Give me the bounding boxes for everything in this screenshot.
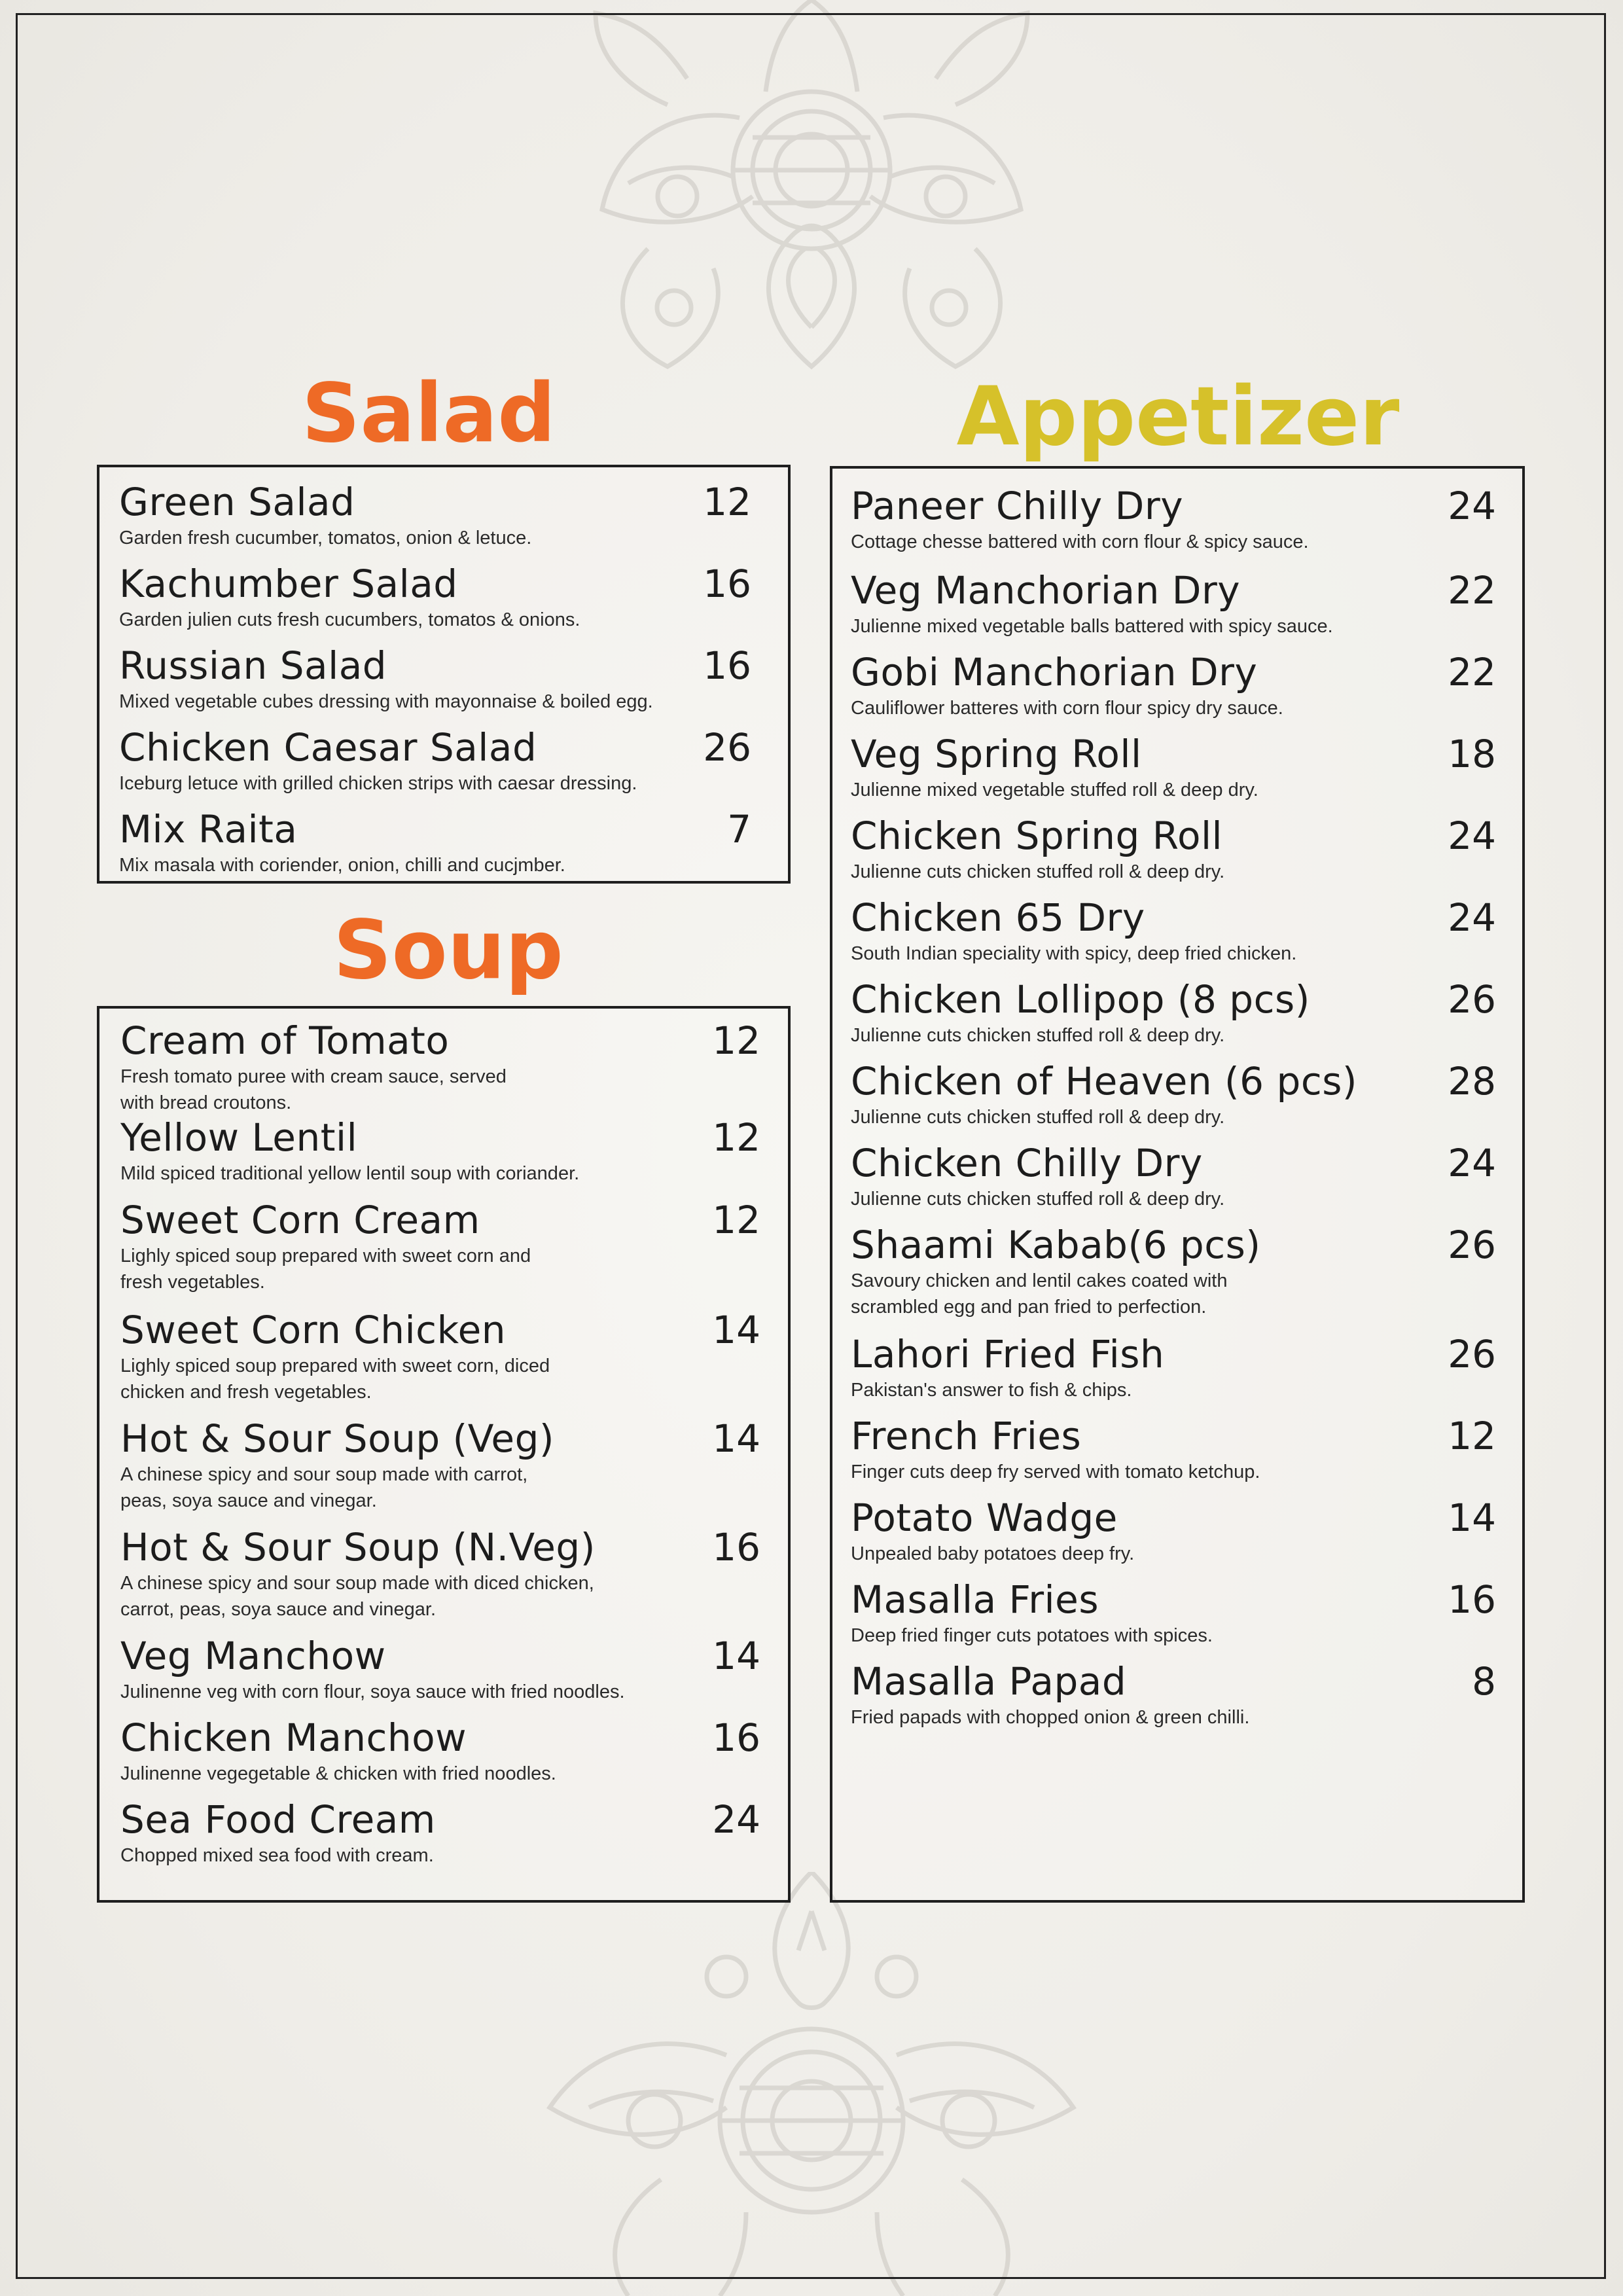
item-description: Chopped mixed sea food with cream.	[120, 1845, 434, 1866]
menu-item	[851, 1222, 1496, 1329]
item-description: Mixed vegetable cubes dressing with mayonnaise & boiled egg.	[119, 691, 653, 712]
menu-item	[851, 1495, 1496, 1574]
item-price: 12	[712, 1198, 760, 1242]
item-name: Veg Manchow	[120, 1634, 386, 1678]
menu-item	[120, 1018, 760, 1115]
item-price: 16	[703, 643, 751, 688]
item-description: A chinese spicy and sour soup made with carrot, peas, soya sauce and vinegar.	[120, 1464, 528, 1511]
item-name: Masalla Papad	[851, 1659, 1127, 1704]
menu-item	[120, 1197, 760, 1307]
item-description: A chinese spicy and sour soup made with diced chicken, carrot, peas, soya sauce and vinegar.	[120, 1573, 594, 1620]
menu-item	[120, 1797, 760, 1875]
item-description: Deep fried finger cuts potatoes with spices.	[851, 1625, 1213, 1646]
item-description: Unpealed baby potatoes deep fry.	[851, 1543, 1135, 1564]
menu-item	[119, 561, 751, 643]
item-price: 24	[1448, 895, 1496, 940]
menu-item	[120, 1633, 760, 1715]
item-description: Iceburg letuce with grilled chicken strips with caesar dressing.	[119, 773, 637, 794]
appetizer-heading: Appetizer	[956, 370, 1400, 464]
item-description: Lighly spiced soup prepared with sweet corn and fresh vegetables.	[120, 1246, 531, 1293]
menu-item	[119, 725, 751, 806]
item-name: Masalla Fries	[851, 1577, 1099, 1622]
item-price: 12	[703, 480, 751, 524]
menu-item	[851, 1058, 1496, 1138]
item-description: Garden fresh cucumber, tomatos, onion & letuce.	[119, 528, 532, 548]
menu-item	[120, 1524, 760, 1633]
item-price: 7	[727, 807, 751, 852]
item-price: 8	[1472, 1659, 1496, 1704]
item-name: Sweet Corn Chicken	[120, 1308, 507, 1352]
item-description: Fried papads with chopped onion & green chilli.	[851, 1707, 1250, 1728]
item-description: Julienne mixed vegetable stuffed roll & deep dry.	[851, 780, 1258, 800]
item-price: 14	[712, 1416, 760, 1461]
item-description: Julienne mixed vegetable balls battered with spicy sauce.	[851, 616, 1333, 637]
item-description: Julienne cuts chicken stuffed roll & deep dry.	[851, 1025, 1225, 1046]
menu-item	[851, 567, 1496, 647]
item-description: Finger cuts deep fry served with tomato ketchup.	[851, 1462, 1260, 1482]
item-name: Chicken of Heaven (6 pcs)	[851, 1059, 1358, 1103]
item-name: Yellow Lentil	[120, 1115, 358, 1160]
menu-item	[851, 1659, 1496, 1738]
item-description: Lighly spiced soup prepared with sweet corn, diced chicken and fresh vegetables.	[120, 1355, 550, 1403]
item-name: Cream of Tomato	[120, 1018, 450, 1063]
menu-item	[119, 806, 751, 888]
menu-item	[120, 1115, 760, 1197]
item-price: 16	[712, 1525, 760, 1570]
item-price: 16	[712, 1715, 760, 1760]
item-description: Julinenne veg with corn flour, soya sauce with fried noodles.	[120, 1681, 625, 1702]
item-price: 24	[1448, 1141, 1496, 1185]
item-name: Lahori Fried Fish	[851, 1332, 1165, 1376]
item-price: 12	[712, 1018, 760, 1063]
item-price: 16	[1448, 1577, 1496, 1622]
item-price: 26	[1448, 1223, 1496, 1267]
menu-item	[120, 1715, 760, 1797]
item-description: Fresh tomato puree with cream sauce, served with bread croutons.	[120, 1066, 507, 1113]
menu-item	[851, 895, 1496, 974]
item-price: 22	[1448, 650, 1496, 694]
item-name: Hot & Sour Soup (Veg)	[120, 1416, 555, 1461]
item-name: Sweet Corn Cream	[120, 1198, 480, 1242]
menu-item	[851, 813, 1496, 892]
menu-item	[851, 649, 1496, 728]
item-description: Pakistan's answer to fish & chips.	[851, 1380, 1132, 1401]
menu-item	[851, 977, 1496, 1056]
menu-item	[120, 1416, 760, 1524]
soup-heading: Soup	[333, 903, 563, 997]
item-description: Julienne cuts chicken stuffed roll & deep dry.	[851, 861, 1225, 882]
item-name: Gobi Manchorian Dry	[851, 650, 1258, 694]
menu-item	[119, 479, 751, 561]
item-description: Cottage chesse battered with corn flour & spicy sauce.	[851, 531, 1309, 552]
item-description: South Indian speciality with spicy, deep fried chicken.	[851, 943, 1297, 964]
item-description: Julienne cuts chicken stuffed roll & deep dry.	[851, 1189, 1225, 1210]
item-name: Mix Raita	[119, 807, 298, 852]
item-name: Sea Food Cream	[120, 1797, 436, 1842]
menu-item	[851, 1577, 1496, 1656]
item-description: Garden julien cuts fresh cucumbers, tomatos & onions.	[119, 609, 580, 630]
menu-item	[120, 1307, 760, 1416]
item-price: 18	[1448, 732, 1496, 776]
item-price: 24	[1448, 814, 1496, 858]
salad-heading: Salad	[302, 367, 556, 461]
item-price: 26	[1448, 977, 1496, 1022]
item-description: Mix masala with coriender, onion, chilli and cucjmber.	[119, 855, 565, 876]
menu-item	[851, 1413, 1496, 1492]
item-price: 28	[1448, 1059, 1496, 1103]
item-name: Chicken 65 Dry	[851, 895, 1145, 940]
item-price: 14	[1448, 1496, 1496, 1540]
item-description: Julinenne vegegetable & chicken with fried noodles.	[120, 1763, 556, 1784]
item-name: Chicken Chilly Dry	[851, 1141, 1203, 1185]
item-price: 26	[1448, 1332, 1496, 1376]
item-name: Chicken Manchow	[120, 1715, 467, 1760]
salad-menu-box	[97, 465, 791, 884]
item-name: Green Salad	[119, 480, 355, 524]
item-name: French Fries	[851, 1414, 1082, 1458]
item-name: Chicken Lollipop (8 pcs)	[851, 977, 1310, 1022]
item-name: Veg Manchorian Dry	[851, 568, 1241, 613]
item-name: Russian Salad	[119, 643, 387, 688]
item-price: 24	[1448, 484, 1496, 528]
item-name: Paneer Chilly Dry	[851, 484, 1184, 528]
item-price: 14	[712, 1308, 760, 1352]
item-price: 14	[712, 1634, 760, 1678]
item-name: Hot & Sour Soup (N.Veg)	[120, 1525, 596, 1570]
menu-item	[851, 483, 1496, 565]
menu-item	[851, 1331, 1496, 1410]
item-price: 24	[712, 1797, 760, 1842]
menu-item	[851, 1140, 1496, 1219]
item-name: Veg Spring Roll	[851, 732, 1142, 776]
item-name: Chicken Spring Roll	[851, 814, 1223, 858]
appetizer-menu-box	[830, 466, 1525, 1903]
item-price: 22	[1448, 568, 1496, 613]
item-price: 12	[1448, 1414, 1496, 1458]
item-description: Savoury chicken and lentil cakes coated with scrambled egg and pan fried to perfection.	[851, 1270, 1228, 1318]
item-name: Shaami Kabab(6 pcs)	[851, 1223, 1261, 1267]
item-name: Chicken Caesar Salad	[119, 725, 537, 770]
item-description: Cauliflower batteres with corn flour spicy dry sauce.	[851, 698, 1283, 719]
item-name: Kachumber Salad	[119, 562, 458, 606]
soup-menu-box	[97, 1006, 791, 1903]
item-name: Potato Wadge	[851, 1496, 1118, 1540]
item-price: 16	[703, 562, 751, 606]
item-price: 12	[712, 1115, 760, 1160]
menu-item	[851, 731, 1496, 810]
item-price: 26	[703, 725, 751, 770]
menu-item	[119, 643, 751, 725]
item-description: Julienne cuts chicken stuffed roll & deep dry.	[851, 1107, 1225, 1128]
item-description: Mild spiced traditional yellow lentil soup with coriander.	[120, 1163, 580, 1184]
